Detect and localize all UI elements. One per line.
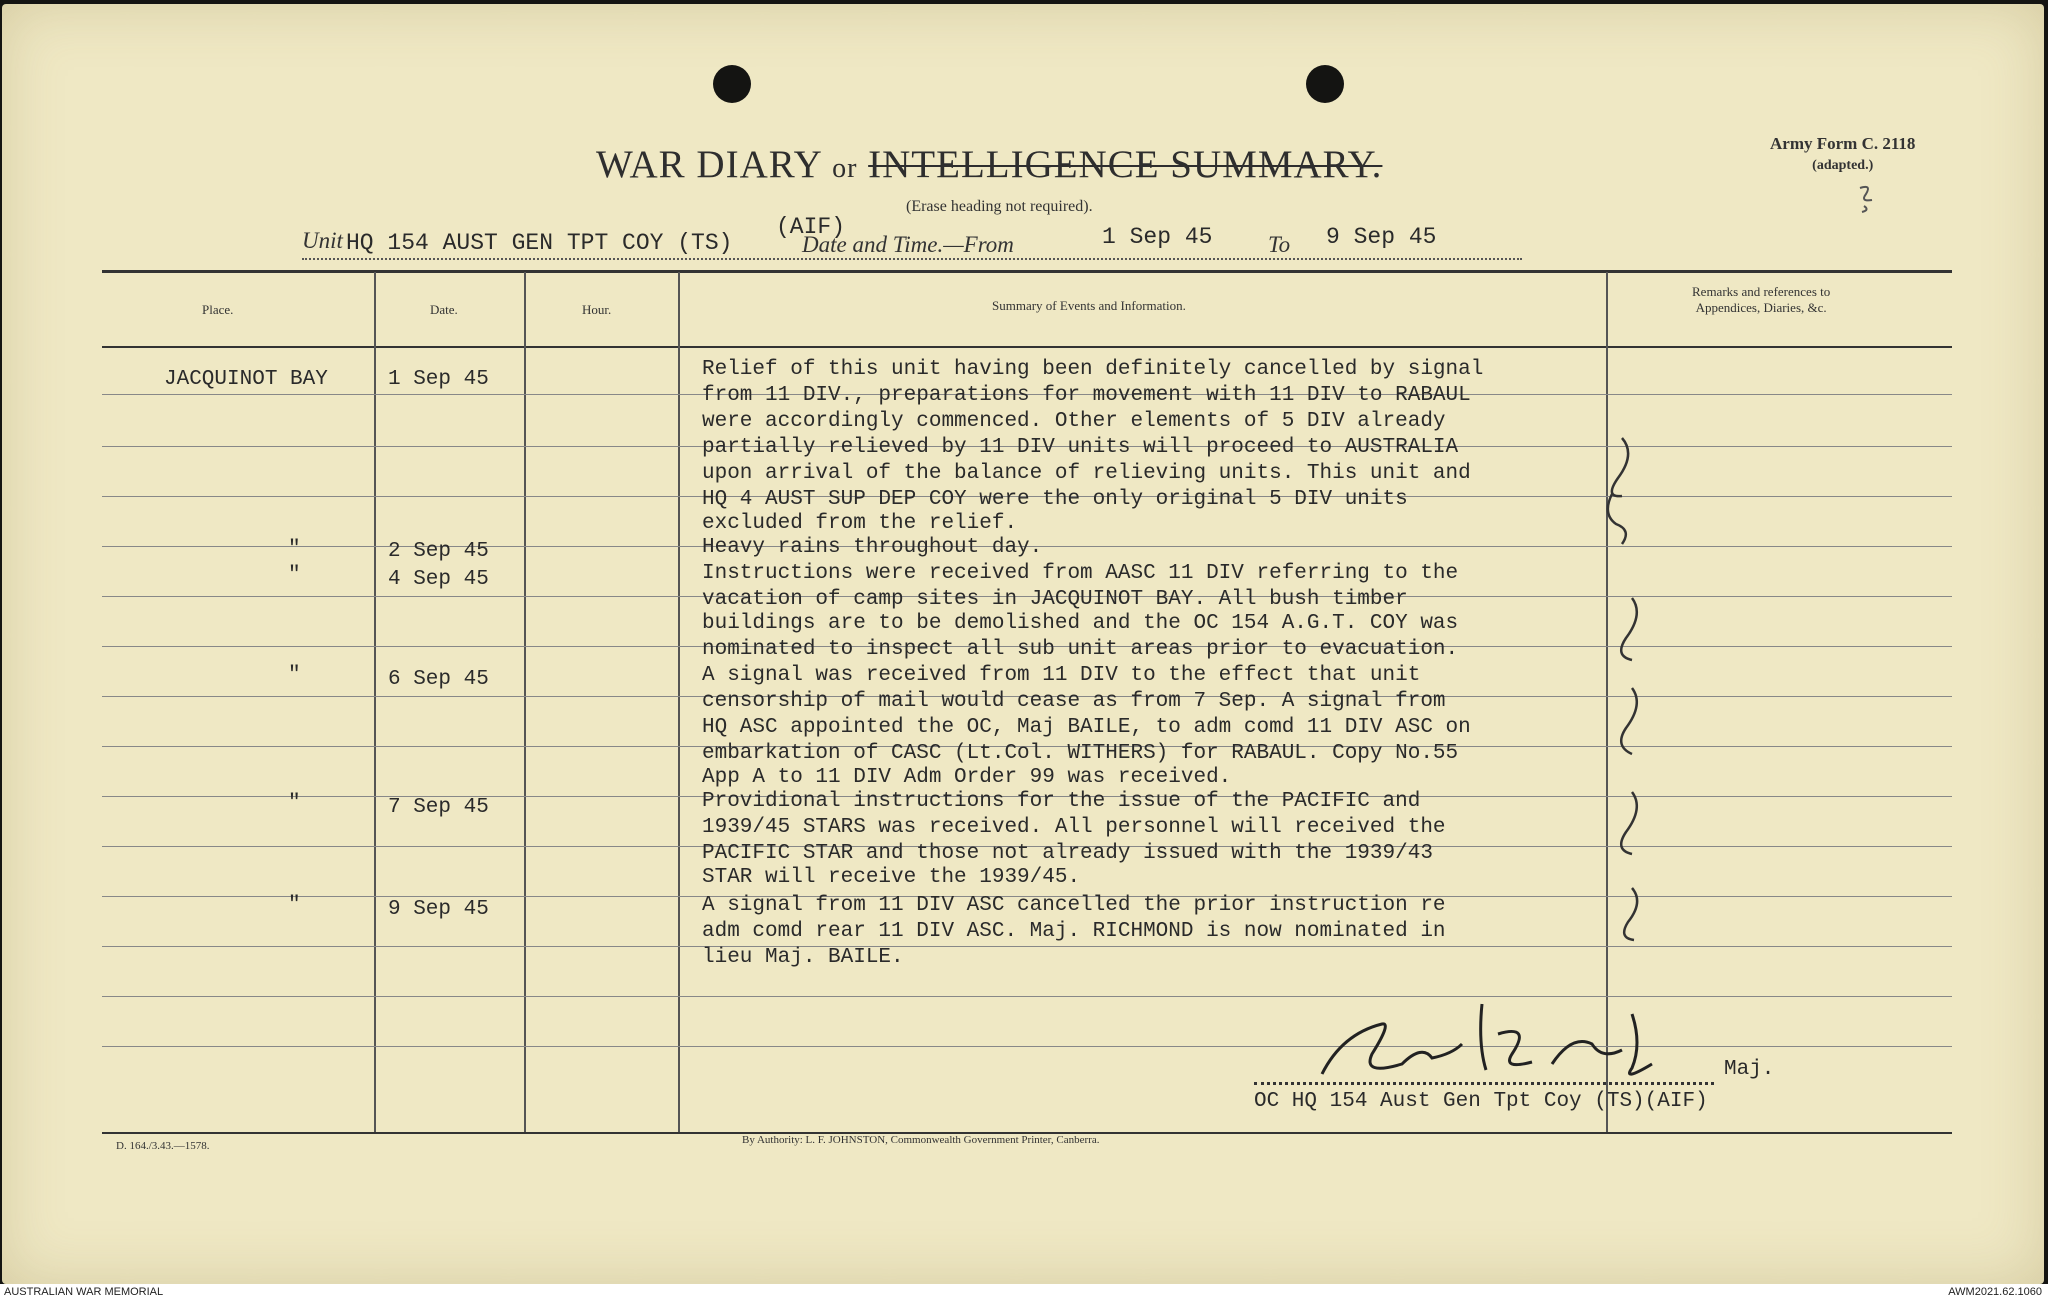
- entry-line: 1939/45 STARS was received. All personnel will received the: [702, 816, 1446, 839]
- printer-authority: By Authority: L. F. JOHNSTON, Commonwealth Government Printer, Canberra.: [742, 1134, 1100, 1146]
- title-struck: INTELLIGENCE SUMMARY.: [868, 143, 1383, 186]
- army-form-adapted: (adapted.): [1812, 158, 1874, 173]
- entry-line: App A to 11 DIV Adm Order 99 was received.: [702, 766, 1232, 789]
- initials-mark: [1582, 434, 1652, 554]
- col-head-date: Date.: [430, 302, 458, 317]
- entry-date: 9 Sep 45: [388, 898, 489, 921]
- initials-mark: [1592, 788, 1652, 868]
- entry-line: Instructions were received from AASC 11 DIV referring to the: [702, 562, 1459, 585]
- entry-line: excluded from the relief.: [702, 512, 1018, 535]
- col-head-place: Place.: [202, 302, 234, 317]
- col-head-remarks-line1: Remarks and references to: [1692, 284, 1831, 299]
- punch-hole: [1306, 65, 1344, 103]
- signature-title: OC HQ 154 Aust Gen Tpt Coy (TS)(AIF): [1254, 1090, 1708, 1113]
- entry-line: HQ 4 AUST SUP DEP COY were the only original 5 DIV units: [702, 488, 1408, 511]
- table-header-rule: [102, 346, 1952, 348]
- col-head-summary: Summary of Events and Information.: [992, 298, 1186, 313]
- col-head-hour: Hour.: [582, 302, 612, 317]
- entry-place: ": [288, 564, 301, 587]
- entry-line: partially relieved by 11 DIV units will proceed to AUSTRALIA: [702, 436, 1459, 459]
- initials-mark: [1592, 684, 1652, 764]
- col-head-remarks: [1692, 284, 1830, 316]
- entry-line: vacation of camp sites in JACQUINOT BAY. All bush timber: [702, 588, 1408, 611]
- entry-line: nominated to inspect all sub unit areas prior to evacuation.: [702, 638, 1459, 661]
- entry-line: A signal from 11 DIV ASC cancelled the prior instruction re: [702, 894, 1446, 917]
- entry-line: adm comd rear 11 DIV ASC. Maj. RICHMOND is now nominated in: [702, 920, 1446, 943]
- army-form-label: [1770, 134, 1915, 174]
- title-or: or: [832, 153, 858, 184]
- entry-date: 6 Sep 45: [388, 668, 489, 691]
- column-divider: [524, 272, 526, 1134]
- unit-label: Unit: [302, 228, 343, 253]
- entry-line: embarkation of CASC (Lt.Col. WITHERS) for RABAUL. Copy No.55: [702, 742, 1459, 765]
- entry-line: Relief of this unit having been definitely cancelled by signal: [702, 358, 1484, 381]
- entry-line: were accordingly commenced. Other elements of 5 DIV already: [702, 410, 1446, 433]
- entry-line: censorship of mail would cease as from 7 Sep. A signal from: [702, 690, 1446, 713]
- archive-name: AUSTRALIAN WAR MEMORIAL: [4, 1286, 164, 1298]
- entry-line: buildings are to be demolished and the OC 154 A.G.T. COY was: [702, 612, 1459, 635]
- handwritten-signature: [1302, 984, 1722, 1094]
- to-value: 9 Sep 45: [1326, 224, 1437, 250]
- punch-hole: [713, 65, 751, 103]
- signature-dotted-line: [1254, 1080, 1714, 1085]
- form-code: D. 164./3.43.—1578.: [116, 1140, 210, 1152]
- column-divider: [678, 272, 680, 1134]
- pencil-annotation-mark: [1852, 182, 1882, 216]
- initials-mark: [1592, 594, 1652, 674]
- war-diary-sheet: [2, 4, 2044, 1284]
- entry-place: ": [288, 792, 301, 815]
- title-main: WAR DIARY: [596, 143, 822, 186]
- to-label: To: [1268, 232, 1291, 257]
- army-form-number: Army Form C. 2118: [1770, 134, 1916, 153]
- archive-footer: [0, 1284, 2048, 1301]
- from-value: 1 Sep 45: [1102, 224, 1213, 250]
- erase-note: (Erase heading not required).: [906, 198, 1093, 215]
- archive-id: AWM2021.62.1060: [1948, 1286, 2042, 1298]
- date-time-label: Date and Time.—From: [802, 232, 1014, 257]
- unit-value: HQ 154 AUST GEN TPT COY (TS): [346, 230, 733, 256]
- entry-place: ": [288, 664, 301, 687]
- entry-line: PACIFIC STAR and those not already issued with the 1939/43: [702, 842, 1433, 865]
- initials-mark: [1594, 884, 1654, 954]
- entry-date: 2 Sep 45: [388, 540, 489, 563]
- col-head-remarks-line2: Appendices, Diaries, &c.: [1695, 300, 1827, 315]
- entry-line: STAR will receive the 1939/45.: [702, 866, 1081, 889]
- entry-line: upon arrival of the balance of relieving units. This unit and: [702, 462, 1471, 485]
- ruled-line: [102, 946, 1952, 947]
- entry-date: 1 Sep 45: [388, 368, 489, 391]
- entry-line: lieu Maj. BAILE.: [702, 946, 904, 969]
- form-title: [596, 142, 1382, 187]
- entry-date: 4 Sep 45: [388, 568, 489, 591]
- entry-place: JACQUINOT BAY: [164, 368, 328, 391]
- unit-line: [302, 214, 1522, 260]
- entry-line: Heavy rains throughout day.: [702, 536, 1043, 559]
- entry-date: 7 Sep 45: [388, 796, 489, 819]
- entry-place: ": [288, 894, 301, 917]
- entry-line: A signal was received from 11 DIV to the effect that unit: [702, 664, 1421, 687]
- signature-rank: Maj.: [1724, 1058, 1775, 1081]
- entry-line: from 11 DIV., preparations for movement with 11 DIV to RABAUL: [702, 384, 1471, 407]
- entry-line: Providional instructions for the issue of the PACIFIC and: [702, 790, 1421, 813]
- table-top-rule: [102, 270, 1952, 273]
- entry-line: HQ ASC appointed the OC, Maj BAILE, to adm comd 11 DIV ASC on: [702, 716, 1471, 739]
- column-divider: [374, 272, 376, 1134]
- unit-suffix: (AIF): [776, 214, 846, 240]
- entry-place: ": [288, 538, 301, 561]
